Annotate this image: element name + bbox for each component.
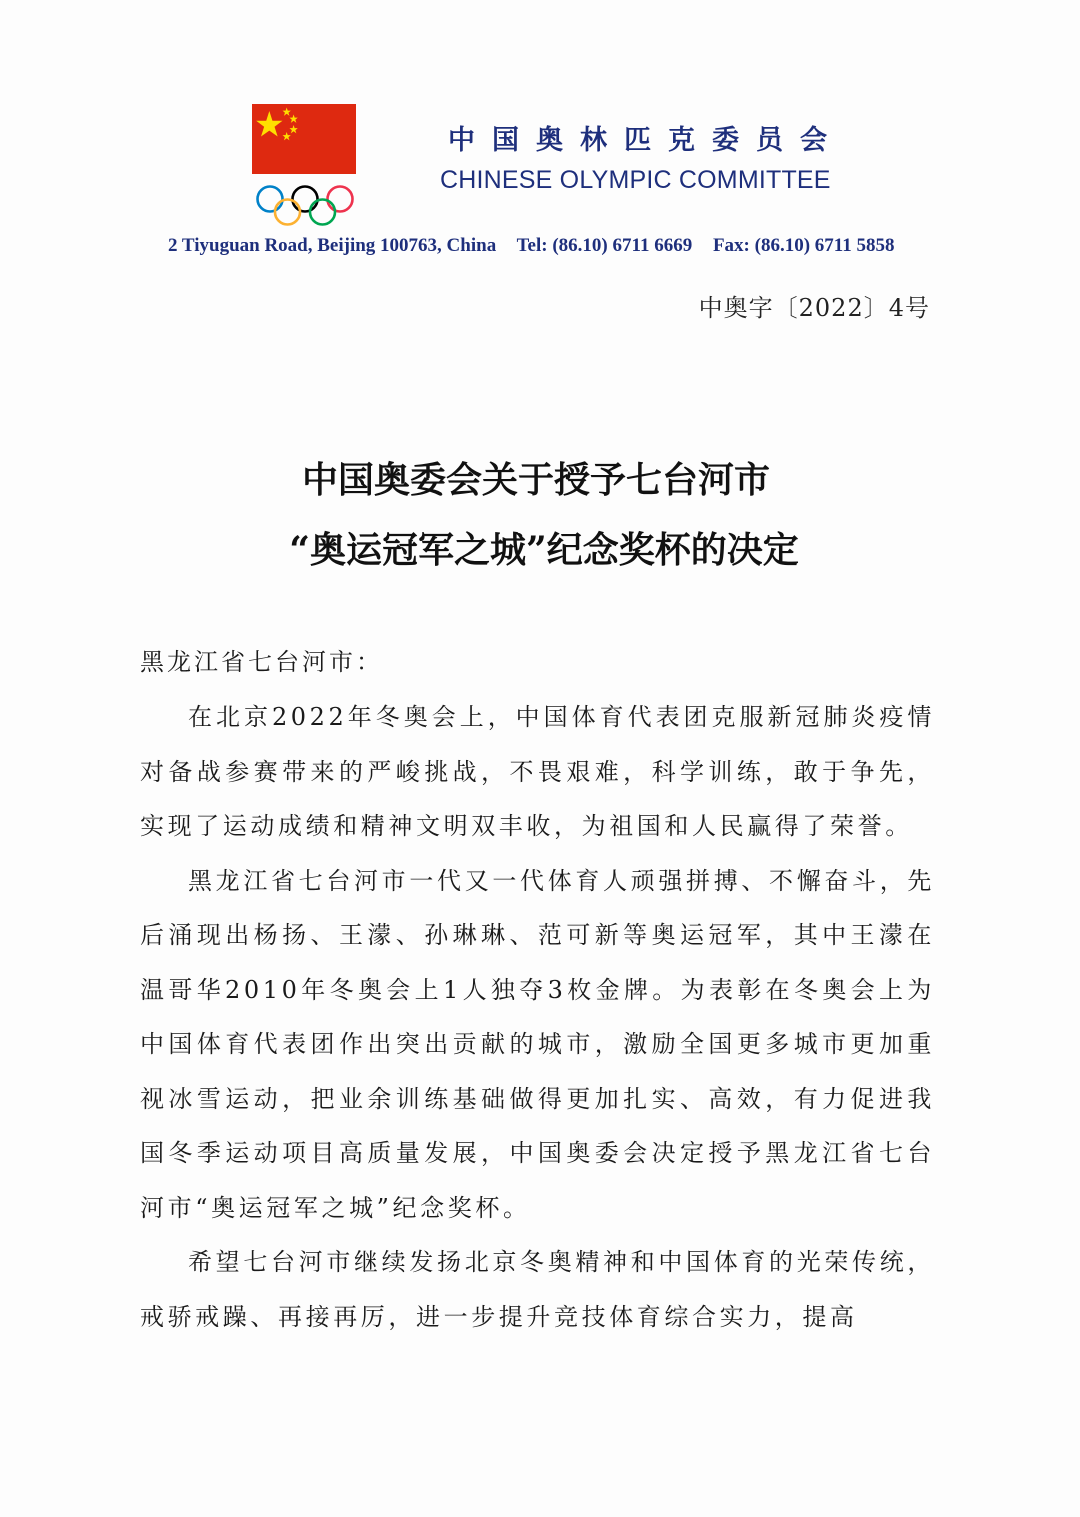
org-name-english: CHINESE OLYMPIC COMMITTEE: [440, 166, 831, 194]
document-title-line-1: 中国奥委会关于授予七台河市: [301, 459, 770, 501]
document-body: [140, 640, 935, 1344]
logo: [252, 104, 358, 228]
olympic-rings-icon: [252, 184, 358, 228]
address: 2 Tiyuguan Road, Beijing 100763, China: [168, 235, 497, 256]
org-name-chinese: 中国奥林匹克委员会: [448, 125, 844, 156]
chinese-flag-icon: [252, 104, 356, 174]
telephone: Tel: (86.10) 6711 6669: [516, 235, 693, 256]
document-number: 中奥字〔2022〕4号: [698, 294, 930, 322]
paragraph: 黑龙江省七台河市一代又一代体育人顽强拼搏、不懈奋斗，先后涌现出杨扬、王濛、孙琳琳、范可新等奥运冠军，其中王濛在温哥华2010年冬奥会上1人独夺3枚金牌。为表彰在冬奥会上为中国体育代表团作出突出贡献的城市，激励全国更多城市更加重视冰雪运动，把业余训练基础做得更加扎实、高效，有力促进我国冬季运动项目高质量发展，中国奥委会决定授予黑龙江省七台河市“奥运冠军之城”纪念奖杯。: [140, 866, 935, 1222]
fax: Fax: (86.10) 6711 5858: [712, 235, 895, 256]
document-title-line-2: “奥运冠军之城”纪念奖杯的决定: [289, 529, 799, 571]
paragraph: 在北京2022年冬奥会上，中国体育代表团克服新冠肺炎疫情对备战参赛带来的严峻挑战，不畏艰难，科学训练，敢于争先，实现了运动成绩和精神文明双丰收，为祖国和人民赢得了荣誉。: [140, 703, 935, 840]
letterhead-contact-line: [168, 235, 911, 257]
paragraph: 希望七台河市继续发扬北京冬奥精神和中国体育的光荣传统，戒骄戒躁、再接再厉，进一步提升竞技体育综合实力，提高: [140, 1248, 935, 1331]
salutation: 黑龙江省七台河市：: [140, 648, 383, 676]
